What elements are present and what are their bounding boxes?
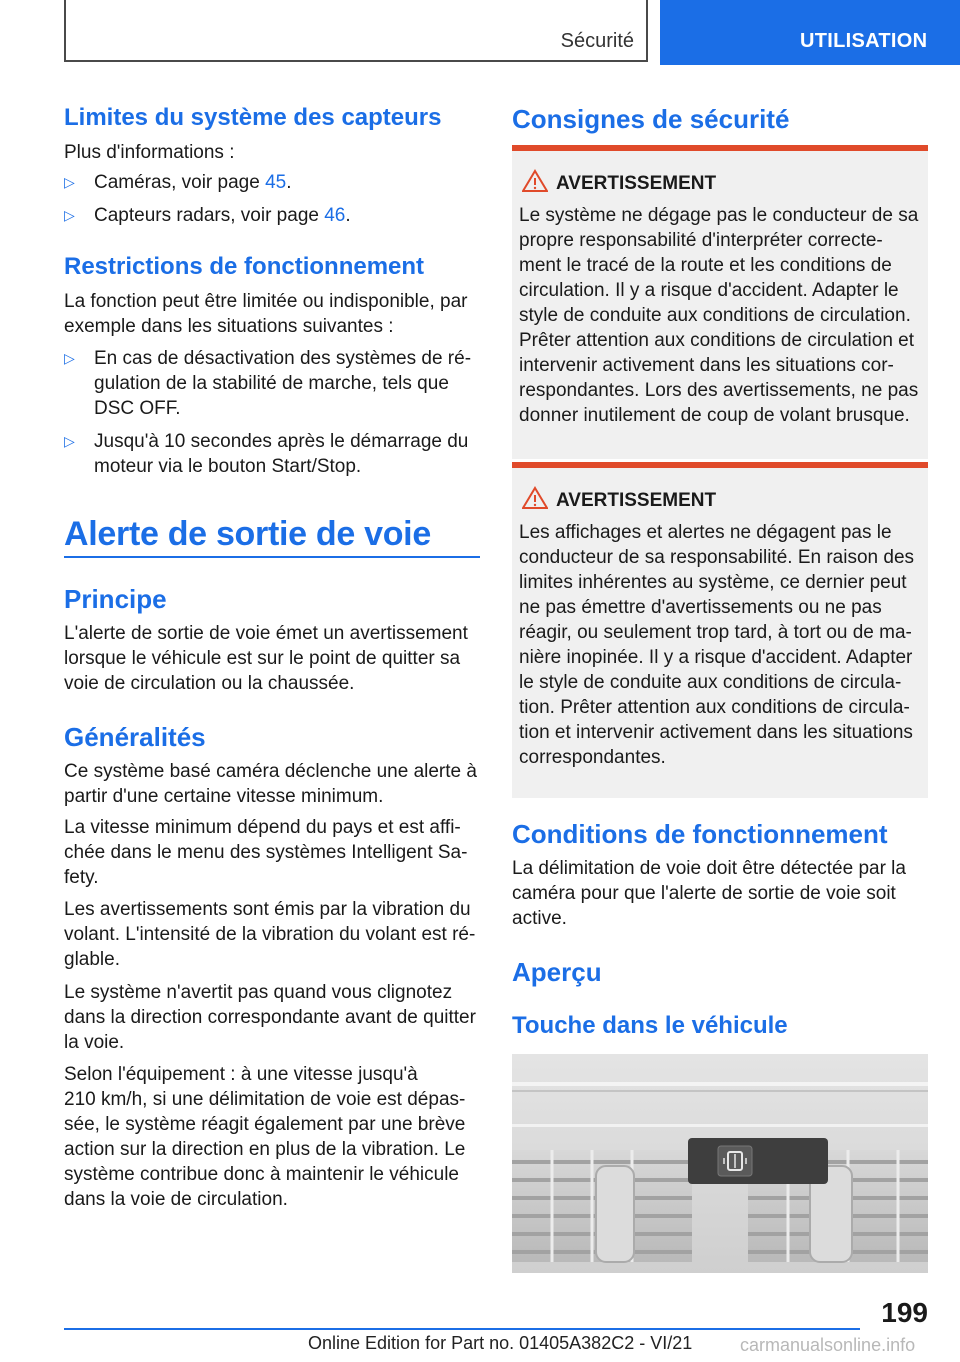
bullet-triangle-icon: ▷	[64, 174, 75, 190]
safety-heading: Consignes de sécurité	[512, 104, 790, 134]
header-chapter-tab	[660, 0, 960, 65]
page-link-46[interactable]: 46	[324, 205, 346, 226]
warning-box-2	[512, 462, 928, 798]
warning-box-1	[512, 145, 928, 459]
warning-label: AVERTISSEMENT	[556, 490, 717, 511]
overview-heading: Aperçu	[512, 957, 602, 987]
warning-text: Le système ne dégage pas le conducteur de sa propre responsabilité d'interpréter correcte- ment le tracé de la route et les conditions de circulation. Il y a risque d'accident. Adapter le style de conduite aux conditions de circulation. Prêter attention aux conditions de circulation et intervenir activement dans les situations cor- respondantes. Lors des avertissements, ne pas donner inutilement de coup de volant brusque.	[519, 205, 919, 426]
header-section-box	[64, 0, 648, 62]
general-paragraph-1: Ce système basé caméra déclenche une alerte à partir d'une certaine vitesse minimum.	[64, 761, 477, 807]
general-paragraph-3: Les avertissements sont émis par la vibration du volant. L'intensité de la vibration du volant est ré- glable.	[64, 899, 476, 970]
button-in-vehicle-heading: Touche dans le véhicule	[512, 1012, 788, 1039]
bullet-triangle-icon: ▷	[64, 350, 75, 366]
vehicle-button-photo	[512, 1054, 928, 1273]
watermark: carmanualsonline.info	[740, 1335, 916, 1355]
restrictions-intro: La fonction peut être limitée ou indisponible, par exemple dans les situations suivantes :	[64, 291, 468, 337]
limits-heading: Limites du système des capteurs	[64, 104, 442, 131]
conditions-text: La délimitation de voie doit être détectée par la caméra pour que l'alerte de sortie de voie soit active.	[512, 858, 906, 929]
title-divider	[64, 556, 480, 558]
dashboard-vents-illustration	[512, 1054, 928, 1273]
conditions-heading: Conditions de fonctionnement	[512, 819, 888, 849]
bullet-triangle-icon: ▷	[64, 207, 75, 223]
general-heading: Généralités	[64, 722, 206, 752]
general-paragraph-4: Le système n'avertit pas quand vous clignotez dans la direction correspondante avant de quitter la voie.	[64, 982, 476, 1053]
footer-edition: Online Edition for Part no. 01405A382C2 - VI/21	[308, 1333, 693, 1353]
principle-heading: Principe	[64, 584, 167, 614]
principle-text: L'alerte de sortie de voie émet un avertissement lorsque le véhicule est sur le point de quitter sa voie de circulation ou la chaussée.	[64, 623, 468, 694]
more-info-text: Plus d'informations :	[64, 142, 235, 163]
warning-label: AVERTISSEMENT	[556, 173, 717, 194]
header-section-title: Sécurité	[560, 30, 634, 52]
footer-divider	[64, 1328, 860, 1330]
warning-text: Les affichages et alertes ne dégagent pas le conducteur de sa responsabilité. En raison des limites inhérentes au système, ce dernier peut ne pas émettre d'avertissements ou ne pas réagir, ou seulement trop tard, à tort ou de ma- nière inopinée. Il y a risque d'accident. Adapter le style de conduite aux conditions de circula- tion. Prêter attention aux conditions de circula- tion et intervenir activement dans les situations correspondantes.	[519, 522, 915, 768]
header-chapter-title: UTILISATION	[800, 30, 928, 52]
restrictions-heading: Restrictions de fonctionnement	[64, 253, 425, 280]
warning-triangle-icon	[522, 486, 548, 510]
general-paragraph-5: Selon l'équipement : à une vitesse jusqu'à 210 km/h, si une délimitation de voie est dépas- sée, le système réagit également par une brève action sur la direction en plus de la vibration. Le système contribue donc à maintenir le véhicule dans la voie de circulation.	[64, 1064, 466, 1210]
general-paragraph-2: La vitesse minimum dépend du pays et est affi- chée dans le menu des systèmes Intelligent Sa- fety.	[64, 817, 468, 888]
page-number: 199	[881, 1297, 928, 1328]
bullet-triangle-icon: ▷	[64, 433, 75, 449]
page-link-45[interactable]: 45	[265, 172, 287, 193]
main-title: Alerte de sortie de voie	[64, 515, 431, 553]
warning-triangle-icon	[522, 169, 548, 193]
